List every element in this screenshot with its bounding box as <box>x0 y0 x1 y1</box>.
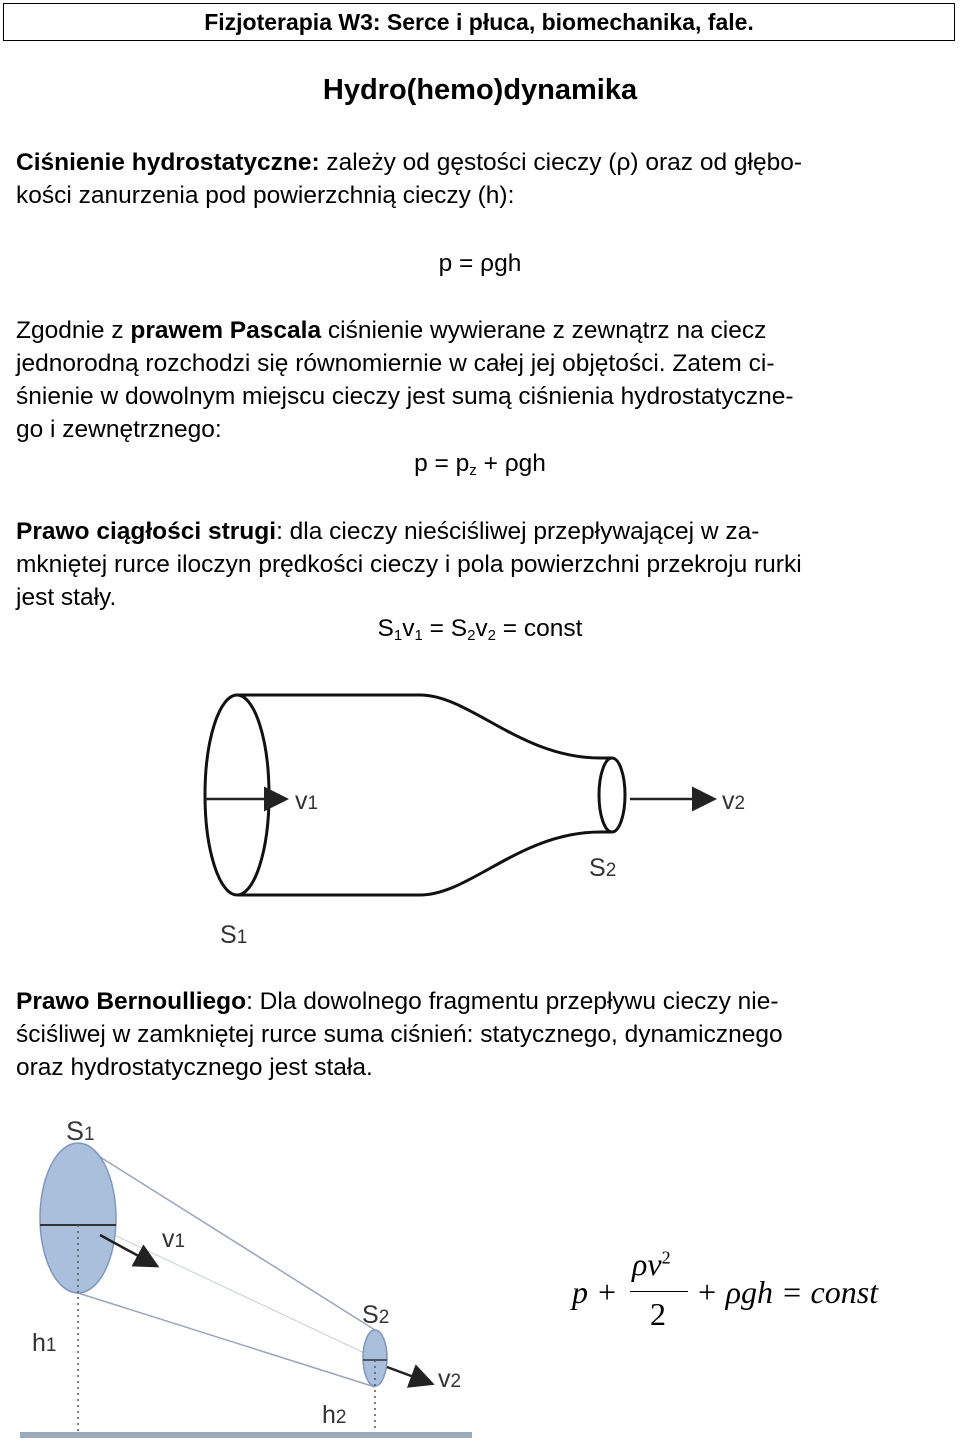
formula-s2: S <box>450 615 468 642</box>
eq-denominator: 2 <box>650 1296 666 1332</box>
formula-const: = const <box>496 615 583 642</box>
bernoulli-line-3: oraz hydrostatycznego jest stała. <box>16 1054 373 1081</box>
s1-label-2: S1 <box>66 1116 95 1146</box>
h2-label: h2 <box>322 1401 347 1429</box>
s2-label-2: S2 <box>362 1301 390 1329</box>
pipe-inlet-ellipse <box>40 1143 116 1293</box>
continuity-line-2: mkniętej rurce iloczyn prędkości cieczy i pola powierzchni przekroju rurki <box>16 551 802 578</box>
s1-label: S1 <box>220 921 248 949</box>
v2-arrow-2 <box>387 1367 430 1383</box>
formula-v2-sub: 2 <box>487 627 496 644</box>
eq-rho-v: ρv <box>632 1246 662 1282</box>
eq-exponent: 2 <box>661 1247 671 1268</box>
tube-outlet-ellipse <box>599 758 625 832</box>
pascal-paragraph <box>16 314 944 446</box>
continuity-line-3: jest stały. <box>16 584 117 611</box>
hydrostatic-line-2: kości zanurzenia pod powierzchnią cieczy (h): <box>16 182 515 209</box>
formula-v2: v <box>475 615 488 642</box>
bernoulli-pipe-diagram <box>0 1105 560 1448</box>
pipe-centerline <box>78 1218 375 1358</box>
v2-label-2: v2 <box>438 1365 462 1393</box>
bernoulli-text-1: : Dla dowolnego fragmentu przepływu cieczy nie- <box>246 988 779 1015</box>
tube-outline <box>237 695 612 895</box>
bernoulli-paragraph <box>16 985 944 1084</box>
v1-label: v1 <box>295 787 319 815</box>
hydrostatic-line-1 <box>16 146 944 179</box>
formula-eq: = <box>422 615 451 642</box>
ground-line <box>20 1432 472 1438</box>
formula-v1: v <box>402 615 415 642</box>
continuity-text-1: : dla cieczy nieściśliwej przepływającej w za- <box>276 518 760 545</box>
formula-s2-sub: 2 <box>467 627 476 644</box>
pascal-formula-left: p = p <box>414 450 470 477</box>
v2-label: v2 <box>722 787 746 815</box>
bernoulli-equation <box>572 1238 912 1338</box>
document-header <box>3 3 955 41</box>
eq-p-plus: p + <box>572 1274 618 1310</box>
hydrostatic-paragraph <box>16 146 944 212</box>
eq-fraction-bar <box>630 1291 688 1292</box>
pascal-formula-right: + ρgh <box>476 450 546 477</box>
hydrostatic-term: Ciśnienie hydrostatyczne: <box>16 149 320 176</box>
pascal-term: prawem Pascala <box>130 317 322 344</box>
continuity-tube-diagram <box>0 680 960 960</box>
pascal-text-before: Zgodnie z <box>16 317 131 344</box>
continuity-term: Prawo ciągłości strugi <box>16 518 277 545</box>
pascal-formula <box>0 450 960 479</box>
section-title: Hydro(hemo)dynamika <box>322 74 638 106</box>
formula-s1-sub: 1 <box>393 627 403 644</box>
pascal-line-4: go i zewnętrznego: <box>16 416 222 443</box>
eq-rest: + ρgh = const <box>696 1274 879 1310</box>
pipe-edge-top <box>78 1143 375 1330</box>
v1-label-2: v1 <box>162 1225 186 1253</box>
pascal-formula-sub: z <box>469 462 477 479</box>
document-title: Fizjoterapia W3: Serce i płuca, biomechanika, fale. <box>204 9 754 35</box>
formula-v1-sub: 1 <box>414 627 423 644</box>
eq-numerator <box>632 1246 671 1283</box>
formula-s1: S <box>377 615 394 642</box>
continuity-formula <box>0 615 960 644</box>
hydrostatic-formula: p = ρgh <box>438 250 522 277</box>
pipe-outlet-ellipse <box>363 1330 387 1386</box>
continuity-paragraph <box>16 515 944 614</box>
bernoulli-line-1 <box>16 985 944 1018</box>
continuity-line-1 <box>16 515 944 548</box>
tube-inlet-ellipse <box>205 695 269 895</box>
bernoulli-line-2: ściśliwej w zamkniętej rurce suma ciśnień: statycznego, dynamicznego <box>16 1021 783 1048</box>
h1-label: h1 <box>32 1329 57 1357</box>
pascal-line-1 <box>16 314 944 347</box>
hydrostatic-text-1: zależy od gęstości cieczy (ρ) oraz od głębo- <box>319 149 802 176</box>
pascal-line-3: śnienie w dowolnym miejscu cieczy jest sumą ciśnienia hydrostatyczne- <box>16 383 794 410</box>
pipe-edge-bottom <box>78 1293 375 1387</box>
pascal-text-1: ciśnienie wywierane z zewnątrz na ciecz <box>321 317 767 344</box>
s2-label: S2 <box>589 854 617 882</box>
bernoulli-term: Prawo Bernoulliego <box>16 988 247 1015</box>
pascal-line-2: jednorodną rozchodzi się równomiernie w całej jej objętości. Zatem ci- <box>16 350 775 377</box>
